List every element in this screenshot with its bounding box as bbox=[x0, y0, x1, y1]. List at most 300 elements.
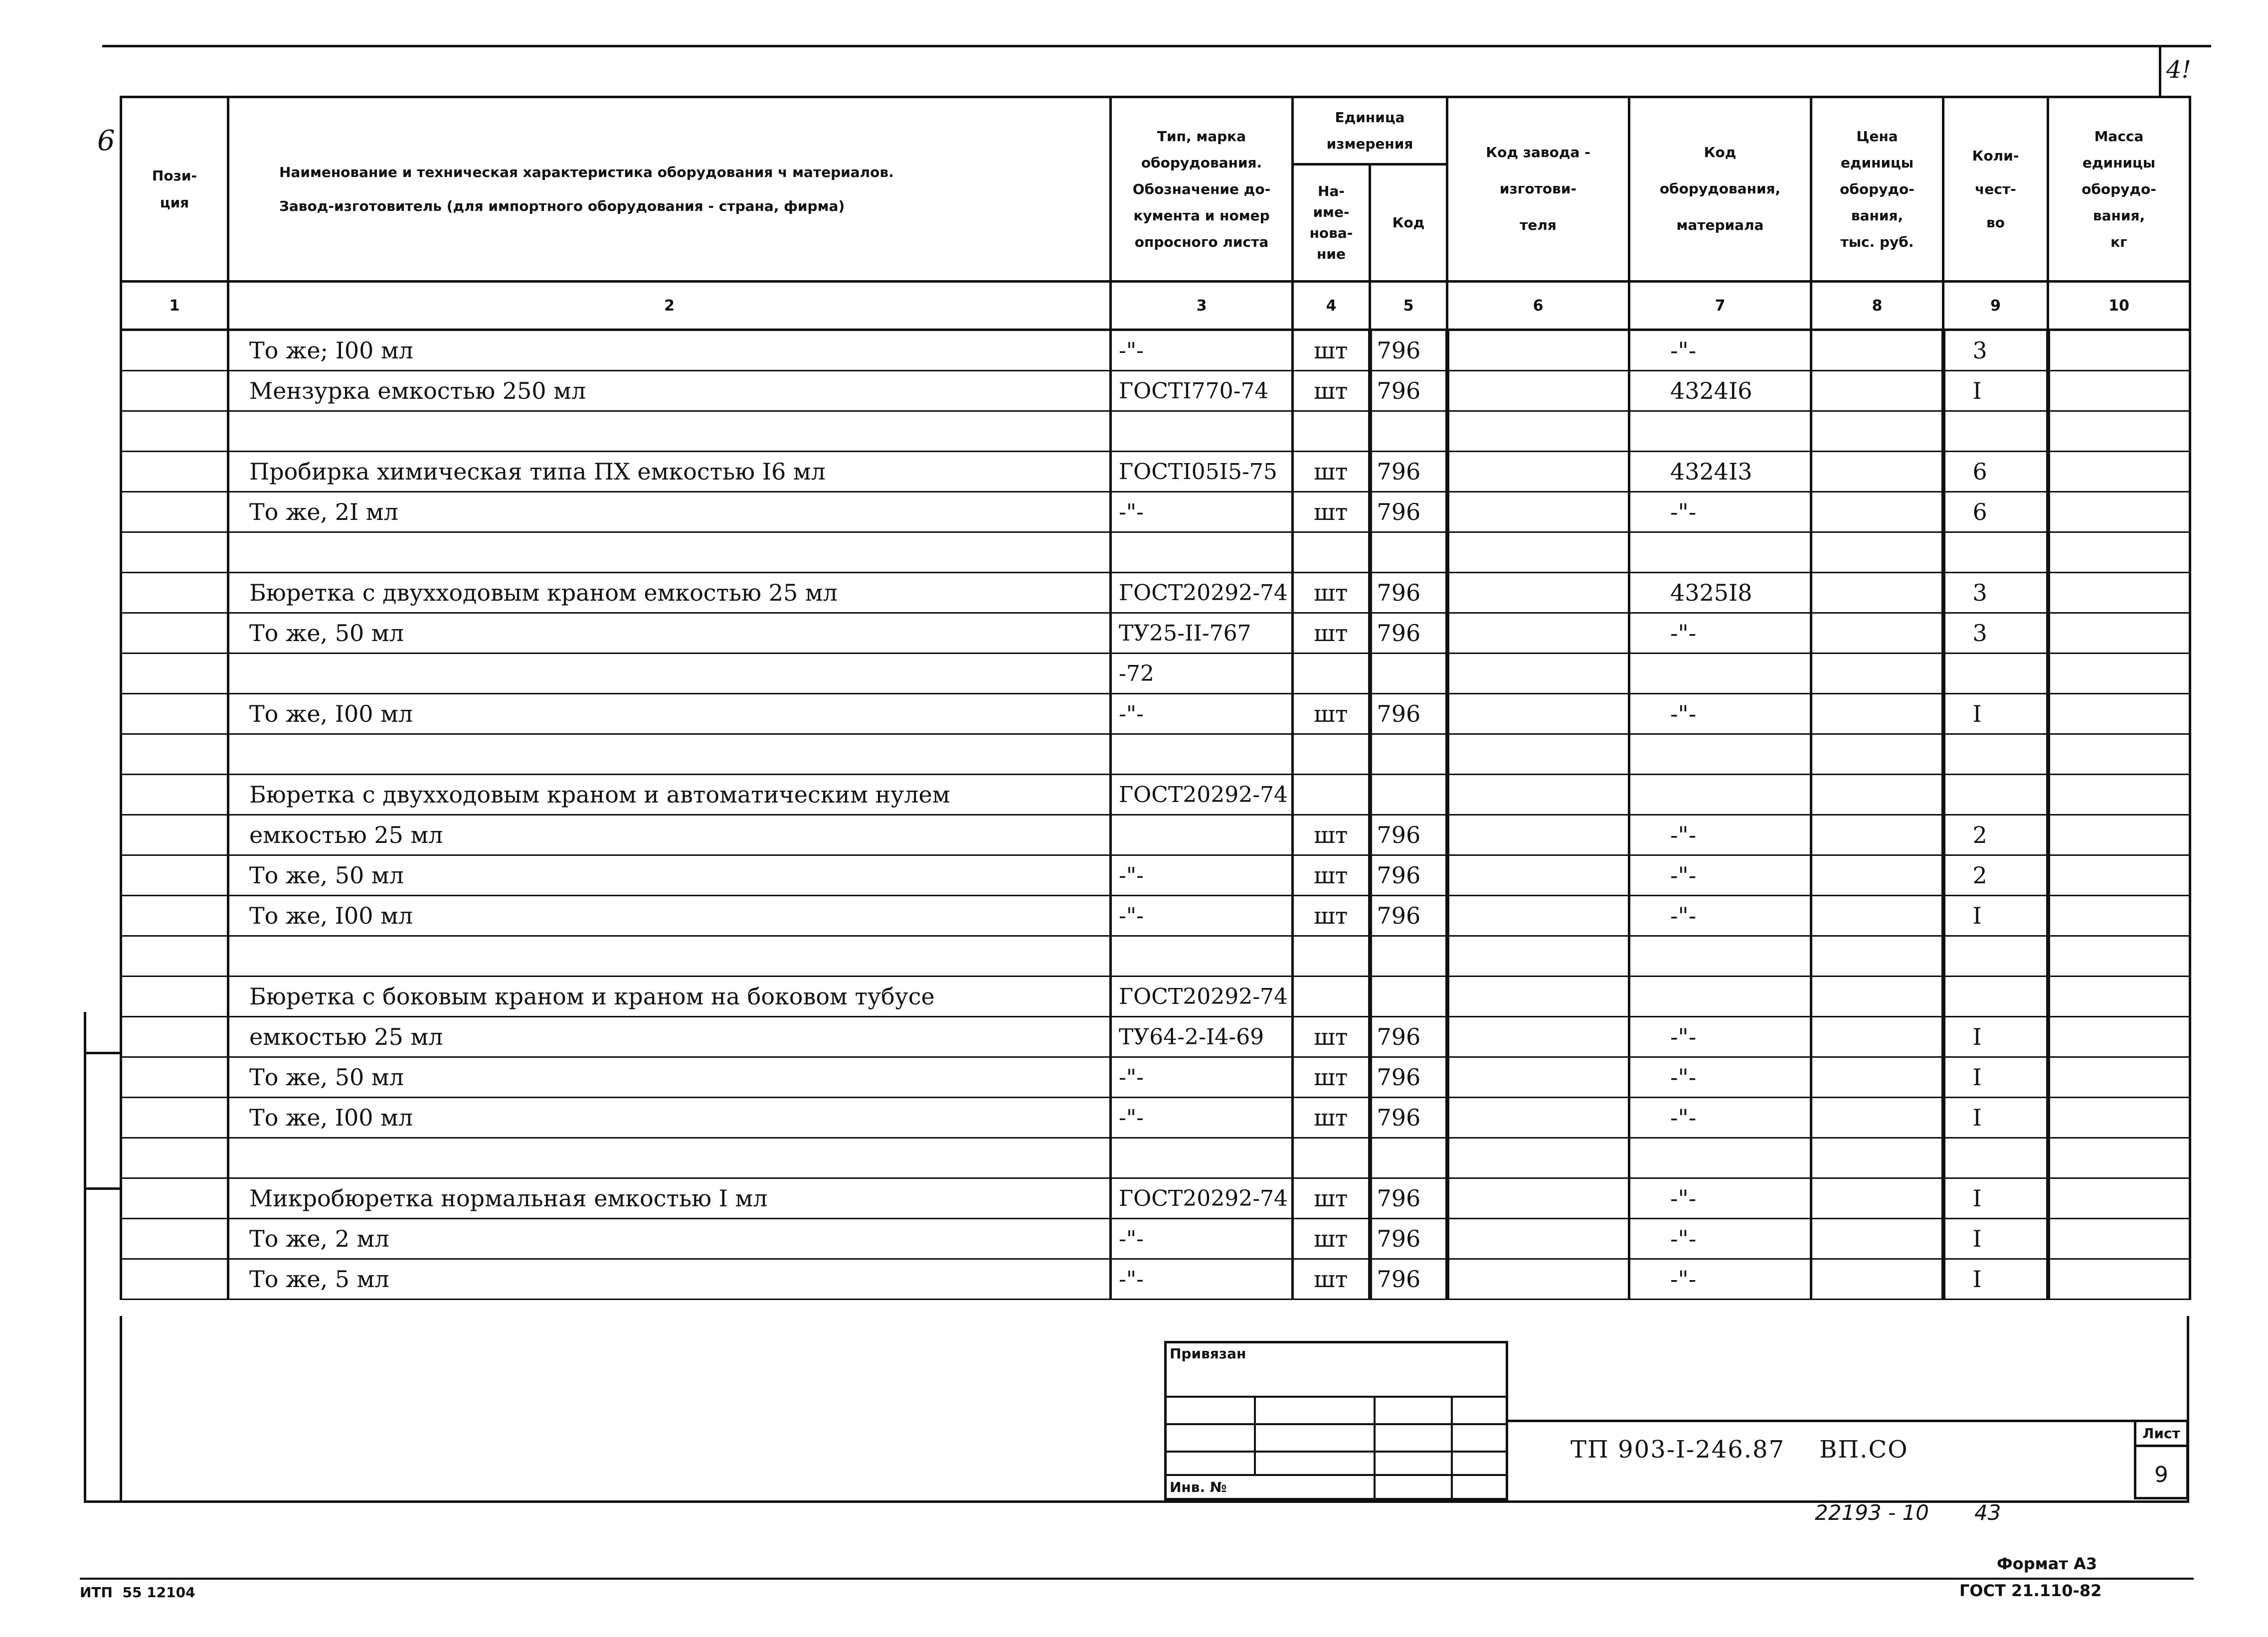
itp-code: ИТП 55 12104 bbox=[80, 1584, 195, 1601]
col-number: 1 bbox=[121, 282, 228, 330]
stamp-line bbox=[1167, 1451, 1506, 1453]
top-rule bbox=[102, 45, 2211, 47]
cell-unit bbox=[1293, 977, 1370, 1017]
cell-name: То же, I00 мл bbox=[228, 896, 1111, 936]
stamp-line bbox=[1167, 1423, 1506, 1425]
cell-mat bbox=[1629, 734, 1811, 775]
header-mass bbox=[2048, 97, 2190, 282]
cell-qty: 2 bbox=[1943, 855, 2048, 896]
cell-empty bbox=[1447, 775, 1629, 815]
cell-unit: шт bbox=[1293, 452, 1370, 492]
cell-unit bbox=[1293, 411, 1370, 452]
cell-empty bbox=[121, 775, 228, 815]
cell-type: -"- bbox=[1111, 1219, 1293, 1259]
cell-type: ГОСТI770-74 bbox=[1111, 371, 1293, 411]
corner-box-line bbox=[2159, 47, 2161, 97]
cell-empty bbox=[121, 1098, 228, 1138]
cell-empty bbox=[1811, 694, 1943, 734]
cell-mat: -"- bbox=[1629, 1057, 1811, 1098]
stamp-inv-label: Инв. № bbox=[1170, 1479, 1227, 1495]
col-number: 5 bbox=[1370, 282, 1447, 330]
cell-mat bbox=[1629, 532, 1811, 573]
cell-unit: шт bbox=[1293, 371, 1370, 411]
cell-qty: I bbox=[1943, 1057, 2048, 1098]
cell-name: То же, 2I мл bbox=[228, 492, 1111, 532]
table-row bbox=[121, 330, 2190, 371]
cell-empty bbox=[2048, 532, 2190, 573]
header-quantity bbox=[1943, 97, 2048, 282]
cell-type: ГОСТ20292-74 bbox=[1111, 573, 1293, 613]
table-row bbox=[121, 1138, 2190, 1178]
cell-name bbox=[228, 411, 1111, 452]
stamp-bound-label: Привязан bbox=[1170, 1345, 1246, 1362]
cell-empty bbox=[2048, 411, 2190, 452]
cell-mat bbox=[1629, 936, 1811, 977]
table-row bbox=[121, 815, 2190, 855]
cell-type: -"- bbox=[1111, 1259, 1293, 1300]
table-row bbox=[121, 734, 2190, 775]
cell-empty bbox=[121, 452, 228, 492]
cell-qty: I bbox=[1943, 896, 2048, 936]
cell-empty bbox=[1447, 734, 1629, 775]
cell-empty bbox=[121, 330, 228, 371]
cell-empty bbox=[121, 371, 228, 411]
cell-mat: -"- bbox=[1629, 855, 1811, 896]
cell-unit: шт bbox=[1293, 815, 1370, 855]
cell-code: 796 bbox=[1370, 1259, 1447, 1300]
col-number: 4 bbox=[1293, 282, 1370, 330]
cell-code bbox=[1370, 411, 1447, 452]
cell-empty bbox=[1447, 694, 1629, 734]
cell-type bbox=[1111, 936, 1293, 977]
header-position-text: Пози- ция bbox=[152, 167, 197, 211]
cell-unit bbox=[1293, 532, 1370, 573]
cell-mat bbox=[1629, 977, 1811, 1017]
cell-qty bbox=[1943, 532, 2048, 573]
cell-type bbox=[1111, 734, 1293, 775]
cell-type: ТУ25-II-767 bbox=[1111, 613, 1293, 654]
handwritten-number: 22193 - 10 bbox=[1815, 1500, 1929, 1525]
cell-empty bbox=[2048, 1138, 2190, 1178]
table-row bbox=[121, 532, 2190, 573]
cell-code: 796 bbox=[1370, 1219, 1447, 1259]
cell-mat: -"- bbox=[1629, 694, 1811, 734]
cell-code bbox=[1370, 977, 1447, 1017]
cell-empty bbox=[2048, 896, 2190, 936]
cell-mat: -"- bbox=[1629, 1178, 1811, 1219]
cell-code bbox=[1370, 775, 1447, 815]
cell-code: 796 bbox=[1370, 371, 1447, 411]
cell-type: -"- bbox=[1111, 492, 1293, 532]
cell-empty bbox=[2048, 654, 2190, 694]
cell-empty bbox=[1811, 411, 1943, 452]
corner-mark: 4! bbox=[2166, 56, 2191, 84]
cell-type: -"- bbox=[1111, 330, 1293, 371]
cell-code: 796 bbox=[1370, 1098, 1447, 1138]
cell-type: ГОСТ20292-74 bbox=[1111, 1178, 1293, 1219]
cell-name bbox=[228, 532, 1111, 573]
cell-empty bbox=[1447, 1138, 1629, 1178]
col-number: 3 bbox=[1111, 282, 1293, 330]
col-number: 8 bbox=[1811, 282, 1943, 330]
table-row bbox=[121, 1259, 2190, 1300]
cell-empty bbox=[1811, 452, 1943, 492]
bottom-rule bbox=[80, 1578, 2194, 1580]
cell-unit: шт bbox=[1293, 330, 1370, 371]
cell-type: -"- bbox=[1111, 1057, 1293, 1098]
cell-empty bbox=[1447, 1178, 1629, 1219]
table-row bbox=[121, 411, 2190, 452]
cell-unit: шт bbox=[1293, 492, 1370, 532]
header-maker-code-text: Код завода - изготови- теля bbox=[1486, 144, 1590, 233]
table-row bbox=[121, 1057, 2190, 1098]
cell-mat bbox=[1629, 411, 1811, 452]
header-quantity-text: Коли- чест- во bbox=[1972, 147, 2019, 231]
cell-unit: шт bbox=[1293, 613, 1370, 654]
cell-empty bbox=[1447, 330, 1629, 371]
sheet-mark: 6 bbox=[97, 125, 115, 157]
stamp-line bbox=[1167, 1474, 1506, 1476]
cell-name: То же, 2 мл bbox=[228, 1219, 1111, 1259]
cell-empty bbox=[1447, 573, 1629, 613]
cell-name: То же, I00 мл bbox=[228, 1098, 1111, 1138]
cell-code: 796 bbox=[1370, 815, 1447, 855]
cell-qty: 3 bbox=[1943, 330, 2048, 371]
cell-mat: 4324I3 bbox=[1629, 452, 1811, 492]
cell-unit bbox=[1293, 734, 1370, 775]
table-row bbox=[121, 896, 2190, 936]
stamp-line bbox=[1167, 1396, 1506, 1398]
cell-mat: -"- bbox=[1629, 815, 1811, 855]
table-row bbox=[121, 613, 2190, 654]
cell-code: 796 bbox=[1370, 613, 1447, 654]
cell-empty bbox=[121, 532, 228, 573]
cell-empty bbox=[121, 411, 228, 452]
cell-code bbox=[1370, 936, 1447, 977]
cell-empty bbox=[121, 936, 228, 977]
cell-mat: 4324I6 bbox=[1629, 371, 1811, 411]
cell-mat: -"- bbox=[1629, 1017, 1811, 1057]
header-position bbox=[121, 97, 228, 282]
cell-empty bbox=[1811, 330, 1943, 371]
handwritten-number-2: 43 bbox=[1974, 1500, 2001, 1525]
cell-empty bbox=[121, 734, 228, 775]
left-margin-tick bbox=[84, 1052, 121, 1054]
cell-code: 796 bbox=[1370, 573, 1447, 613]
cell-empty bbox=[121, 1259, 228, 1300]
col-number: 9 bbox=[1943, 282, 2048, 330]
cell-empty bbox=[1447, 492, 1629, 532]
cell-empty bbox=[1447, 613, 1629, 654]
cell-empty bbox=[1811, 1017, 1943, 1057]
cell-empty bbox=[2048, 775, 2190, 815]
cell-unit: шт bbox=[1293, 1057, 1370, 1098]
cell-qty bbox=[1943, 977, 2048, 1017]
cell-unit: шт bbox=[1293, 1178, 1370, 1219]
cell-type: ТУ64-2-I4-69 bbox=[1111, 1017, 1293, 1057]
cell-mat: -"- bbox=[1629, 492, 1811, 532]
table-row bbox=[121, 694, 2190, 734]
col-number: 10 bbox=[2048, 282, 2190, 330]
cell-empty bbox=[121, 1017, 228, 1057]
cell-empty bbox=[2048, 613, 2190, 654]
cell-empty bbox=[2048, 815, 2190, 855]
cell-name bbox=[228, 1138, 1111, 1178]
cell-name: Бюретка с двухходовым краном и автоматическим нулем bbox=[228, 775, 1111, 815]
cell-type bbox=[1111, 411, 1293, 452]
cell-name: Бюретка с боковым краном и краном на боковом тубусе bbox=[228, 977, 1111, 1017]
cell-empty bbox=[2048, 1057, 2190, 1098]
cell-qty: 2 bbox=[1943, 815, 2048, 855]
cell-qty bbox=[1943, 1138, 2048, 1178]
cell-qty bbox=[1943, 654, 2048, 694]
cell-empty bbox=[121, 1138, 228, 1178]
cell-code: 796 bbox=[1370, 1017, 1447, 1057]
cell-type: -"- bbox=[1111, 855, 1293, 896]
cell-empty bbox=[121, 613, 228, 654]
cell-empty bbox=[121, 654, 228, 694]
cell-type: ГОСТ20292-74 bbox=[1111, 977, 1293, 1017]
cell-name: То же, 50 мл bbox=[228, 855, 1111, 896]
header-name-line1: Наименование и техническая характеристика оборудования ч материалов. bbox=[279, 164, 894, 181]
table-row bbox=[121, 1017, 2190, 1057]
cell-code: 796 bbox=[1370, 1178, 1447, 1219]
cell-empty bbox=[1811, 775, 1943, 815]
binding-stamp bbox=[1164, 1341, 1508, 1500]
sheet-box bbox=[2134, 1420, 2189, 1499]
cell-empty bbox=[121, 573, 228, 613]
specification-body bbox=[121, 330, 2190, 1300]
cell-mat: -"- bbox=[1629, 896, 1811, 936]
cell-empty bbox=[121, 492, 228, 532]
cell-qty: 3 bbox=[1943, 613, 2048, 654]
cell-empty bbox=[2048, 1178, 2190, 1219]
cell-mat: -"- bbox=[1629, 1259, 1811, 1300]
cell-type bbox=[1111, 815, 1293, 855]
header-equipment-code bbox=[1629, 97, 1811, 282]
cell-name: Пробирка химическая типа ПХ емкостью I6 мл bbox=[228, 452, 1111, 492]
cell-empty bbox=[1447, 896, 1629, 936]
cell-empty bbox=[2048, 1098, 2190, 1138]
cell-empty bbox=[1811, 896, 1943, 936]
cell-empty bbox=[121, 977, 228, 1017]
cell-empty bbox=[121, 1178, 228, 1219]
cell-empty bbox=[1811, 1259, 1943, 1300]
cell-name: Микробюретка нормальная емкостью I мл bbox=[228, 1178, 1111, 1219]
cell-unit: шт bbox=[1293, 1017, 1370, 1057]
cell-mat bbox=[1629, 1138, 1811, 1178]
cell-mat bbox=[1629, 654, 1811, 694]
sheet-label: Лист bbox=[2136, 1425, 2186, 1447]
cell-empty bbox=[1447, 411, 1629, 452]
cell-unit: шт bbox=[1293, 896, 1370, 936]
left-margin-line bbox=[84, 1012, 86, 1503]
stamp-line bbox=[1254, 1396, 1256, 1475]
header-price bbox=[1811, 97, 1943, 282]
sheet-number: 9 bbox=[2154, 1462, 2168, 1487]
header-price-text: Цена единицы оборудо- вания, тыс. руб. bbox=[1840, 128, 1915, 251]
cell-type bbox=[1111, 1138, 1293, 1178]
cell-mat: -"- bbox=[1629, 613, 1811, 654]
cell-empty bbox=[2048, 936, 2190, 977]
cell-code: 796 bbox=[1370, 452, 1447, 492]
cell-qty: I bbox=[1943, 1178, 2048, 1219]
cell-name bbox=[228, 654, 1111, 694]
cell-empty bbox=[1811, 613, 1943, 654]
cell-name: емкостью 25 мл bbox=[228, 815, 1111, 855]
table-row bbox=[121, 1219, 2190, 1259]
header-unit-group-text: Единица измерения bbox=[1326, 109, 1413, 152]
cell-name: То же, 50 мл bbox=[228, 613, 1111, 654]
cell-empty bbox=[1811, 1178, 1943, 1219]
table-row bbox=[121, 371, 2190, 411]
header-unit-name bbox=[1293, 164, 1370, 282]
table-row bbox=[121, 492, 2190, 532]
cell-mat: 4325I8 bbox=[1629, 573, 1811, 613]
header-unit-group bbox=[1293, 97, 1447, 164]
stamp-line bbox=[1451, 1396, 1453, 1503]
cell-name bbox=[228, 734, 1111, 775]
cell-name: То же, I00 мл bbox=[228, 694, 1111, 734]
title-block-line bbox=[1508, 1420, 2189, 1422]
table-row bbox=[121, 573, 2190, 613]
header-equipment-code-text: Код оборудования, материала bbox=[1659, 144, 1781, 233]
cell-mat: -"- bbox=[1629, 1098, 1811, 1138]
cell-mat: -"- bbox=[1629, 330, 1811, 371]
cell-empty bbox=[1811, 1138, 1943, 1178]
document-number: ТП 903-I-246.87 ВП.СО bbox=[1570, 1436, 1909, 1464]
cell-empty bbox=[1811, 492, 1943, 532]
frame-left bbox=[120, 1316, 122, 1503]
cell-qty: 6 bbox=[1943, 452, 2048, 492]
cell-empty bbox=[1447, 977, 1629, 1017]
cell-type bbox=[1111, 532, 1293, 573]
cell-name: емкостью 25 мл bbox=[228, 1017, 1111, 1057]
cell-empty bbox=[1811, 936, 1943, 977]
cell-empty bbox=[121, 1219, 228, 1259]
cell-empty bbox=[1447, 371, 1629, 411]
stamp-line bbox=[1374, 1396, 1376, 1503]
cell-unit bbox=[1293, 775, 1370, 815]
cell-type: -72 bbox=[1111, 654, 1293, 694]
table-row bbox=[121, 977, 2190, 1017]
header-unit-code-text: Код bbox=[1392, 214, 1425, 231]
cell-type: -"- bbox=[1111, 694, 1293, 734]
cell-code: 796 bbox=[1370, 855, 1447, 896]
cell-empty bbox=[2048, 371, 2190, 411]
cell-code bbox=[1370, 1138, 1447, 1178]
cell-empty bbox=[1447, 1098, 1629, 1138]
cell-empty bbox=[1447, 815, 1629, 855]
table-row bbox=[121, 452, 2190, 492]
cell-empty bbox=[2048, 492, 2190, 532]
cell-empty bbox=[1811, 1098, 1943, 1138]
cell-empty bbox=[2048, 452, 2190, 492]
cell-code bbox=[1370, 532, 1447, 573]
cell-empty bbox=[121, 1057, 228, 1098]
cell-qty: I bbox=[1943, 694, 2048, 734]
cell-empty bbox=[1447, 654, 1629, 694]
cell-code: 796 bbox=[1370, 896, 1447, 936]
cell-type: -"- bbox=[1111, 1098, 1293, 1138]
specification-table bbox=[120, 96, 2191, 1300]
gost-label: ГОСТ 21.110-82 bbox=[1959, 1581, 2102, 1600]
header-name-line2: Завод-изготовитель (для импортного оборудования - страна, фирма) bbox=[279, 197, 845, 214]
cell-qty: I bbox=[1943, 1017, 2048, 1057]
cell-code: 796 bbox=[1370, 330, 1447, 371]
column-numbers-row bbox=[121, 282, 2190, 330]
cell-empty bbox=[1811, 654, 1943, 694]
table-row bbox=[121, 1178, 2190, 1219]
cell-empty bbox=[121, 896, 228, 936]
cell-name: Бюретка с двухходовым краном емкостью 25 мл bbox=[228, 573, 1111, 613]
cell-qty bbox=[1943, 936, 2048, 977]
header-maker-code bbox=[1447, 97, 1629, 282]
cell-code: 796 bbox=[1370, 1057, 1447, 1098]
cell-empty bbox=[1811, 815, 1943, 855]
cell-name: То же; I00 мл bbox=[228, 330, 1111, 371]
cell-unit: шт bbox=[1293, 694, 1370, 734]
cell-unit: шт bbox=[1293, 855, 1370, 896]
cell-unit: шт bbox=[1293, 1219, 1370, 1259]
cell-qty: I bbox=[1943, 1259, 2048, 1300]
cell-name: То же, 50 мл bbox=[228, 1057, 1111, 1098]
cell-unit bbox=[1293, 1138, 1370, 1178]
col-number: 2 bbox=[228, 282, 1111, 330]
cell-empty bbox=[2048, 734, 2190, 775]
cell-qty: I bbox=[1943, 371, 2048, 411]
cell-empty bbox=[121, 694, 228, 734]
table-row bbox=[121, 775, 2190, 815]
cell-qty bbox=[1943, 775, 2048, 815]
col-number: 6 bbox=[1447, 282, 1629, 330]
cell-empty bbox=[1447, 1219, 1629, 1259]
cell-empty bbox=[1811, 1219, 1943, 1259]
cell-qty bbox=[1943, 411, 2048, 452]
cell-empty bbox=[1447, 1259, 1629, 1300]
cell-unit bbox=[1293, 936, 1370, 977]
cell-empty bbox=[1447, 452, 1629, 492]
cell-empty bbox=[2048, 694, 2190, 734]
cell-empty bbox=[1447, 1057, 1629, 1098]
cell-empty bbox=[121, 855, 228, 896]
cell-empty bbox=[121, 815, 228, 855]
table-row bbox=[121, 936, 2190, 977]
header-type-text: Тип, марка оборудования. Обозначение до- кумента и номер опросного листа bbox=[1132, 128, 1271, 251]
cell-empty bbox=[1447, 855, 1629, 896]
format-label: Формат А3 bbox=[1997, 1554, 2097, 1573]
cell-code: 796 bbox=[1370, 492, 1447, 532]
cell-unit: шт bbox=[1293, 1259, 1370, 1300]
cell-qty: I bbox=[1943, 1098, 2048, 1138]
cell-empty bbox=[2048, 1219, 2190, 1259]
cell-empty bbox=[2048, 1259, 2190, 1300]
cell-qty: I bbox=[1943, 1219, 2048, 1259]
cell-empty bbox=[2048, 330, 2190, 371]
cell-name: Мензурка емкостью 250 мл bbox=[228, 371, 1111, 411]
cell-code bbox=[1370, 734, 1447, 775]
cell-empty bbox=[1811, 734, 1943, 775]
table-row bbox=[121, 1098, 2190, 1138]
cell-code: 796 bbox=[1370, 694, 1447, 734]
header-name bbox=[228, 97, 1111, 282]
cell-unit: шт bbox=[1293, 1098, 1370, 1138]
header-unit-code bbox=[1370, 164, 1447, 282]
header-type bbox=[1111, 97, 1293, 282]
cell-empty bbox=[1811, 532, 1943, 573]
table-row bbox=[121, 654, 2190, 694]
cell-empty bbox=[1811, 977, 1943, 1017]
